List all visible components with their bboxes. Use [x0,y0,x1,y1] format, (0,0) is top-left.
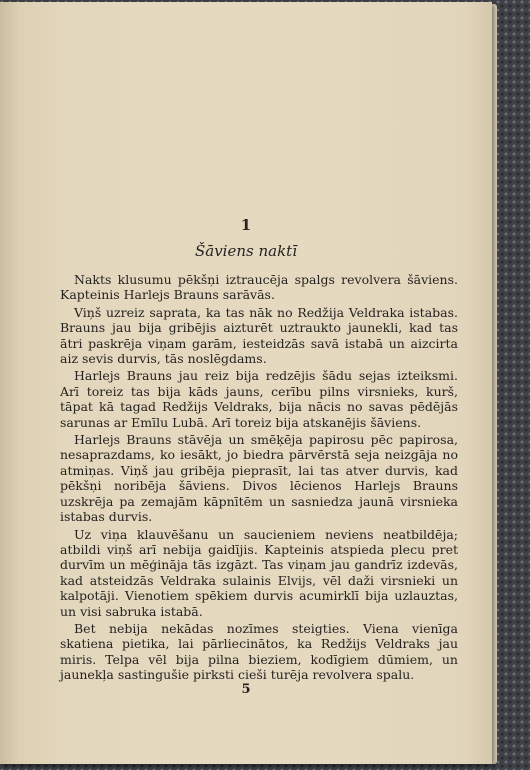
chapter-title: Šāviens naktī [194,242,297,260]
paragraph: Bet nebija nekādas nozīmes steigties. Viena vienīga skatiena pietika, lai pārliecinātos, ka Redžijs Veldraks jau miris. Telpa vēl bija pilna bieziem, kodīgiem dūmiem, un jaunekļa sastingušie pirksti cieši turēja revolvera spalu. [60,620,458,683]
paragraph: Nakts klusumu pēkšņi iztraucēja spalgs revolvera šāviens. Kapteinis Harlejs Brauns sarāvās. [60,272,458,303]
page-number: 5 [241,682,251,697]
chapter-body [60,272,458,685]
chapter-number: 1 [240,216,252,234]
paragraph: Harlejs Brauns jau reiz bija redzējis šādu sejas izteiksmi. Arī toreiz tas bija kāds jauns, cerību pilns virsnieks, kurš, tāpat kā tagad Redžijs Veldraks, bija nācis no savas pēdējās sarunas ar Emīlu Lubā. Arī toreiz bija atskanējis šāviens. [60,368,458,430]
paragraph: Harlejs Brauns stāvēja un smēķēja papirosu pēc papirosa, nesaprazdams, ko iesākt, jo biedra pārvērstā seja neizgāja no atmiņas. Viņš jau gribēja pieprasīt, lai tas atver durvis, kad pēkšņi noribēja šāviens. Divos lēcienos Harlejs Brauns uzskrēja pa zemajām kāpnītēm un sasniedza jaunā virsnieka istabas durvis. [60,432,458,525]
book-page [0,2,492,764]
paragraph: Uz viņa klauvēšanu un saucieniem neviens neatbildēja; atbildi viņš arī nebija gaidījis. Kapteinis atspieda plecu pret durvīm un mēģināja tās izgāzt. Tas viņam jau gandrīz izdevās, kad atsteidzās Veldraka sulainis Elvijs, vēl daži virsnieki un kalpotāji. Vienotiem spēkiem durvis acumirklī bija uzlauztas, un visi sabruka istabā. [60,526,458,619]
paragraph: Viņš uzreiz saprata, ka tas nāk no Redžija Veldraka istabas. Brauns jau bija gribējis aizturēt uztraukto jaunekli, kad tas ātri paskrēja viņam garām, iesteidzās savā istabā un aizcirta aiz sevis durvis, tās noslēgdams. [60,304,458,367]
